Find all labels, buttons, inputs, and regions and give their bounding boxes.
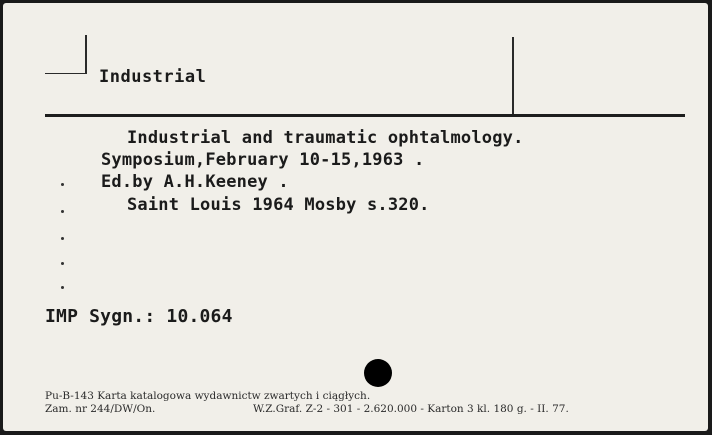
symposium-line: Symposium,February 10-15,1963 .: [101, 150, 425, 170]
margin-dot: [61, 237, 64, 240]
margin-dot: [61, 183, 64, 186]
title-line: Industrial and traumatic ophtalmology.: [127, 128, 524, 148]
footer-printer-info: W.Z.Graf. Z-2 - 301 - 2.620.000 - Karton 3 kl. 180 g. - II. 77.: [253, 403, 569, 415]
subject-heading: Industrial: [99, 67, 207, 87]
shelf-signature: IMP Sygn.: 10.064: [45, 306, 233, 327]
margin-dot: [61, 210, 64, 213]
punch-hole: [364, 359, 392, 387]
editor-line: Ed.by A.H.Keeney .: [101, 172, 289, 192]
footer-form-line: Pu-B-143 Karta katalogowa wydawnictw zwartych i ciągłych.: [45, 390, 371, 402]
margin-dot: [61, 262, 64, 265]
divider-vertical-right: [512, 37, 514, 115]
publication-line: Saint Louis 1964 Mosby s.320.: [127, 195, 430, 215]
margin-dot: [61, 286, 64, 289]
header-rule: [45, 114, 685, 117]
divider-vertical-left: [85, 35, 87, 73]
footer-order-number: Zam. nr 244/DW/On.: [45, 403, 156, 415]
divider-horizontal-left: [45, 73, 87, 74]
catalog-card: [3, 3, 708, 431]
